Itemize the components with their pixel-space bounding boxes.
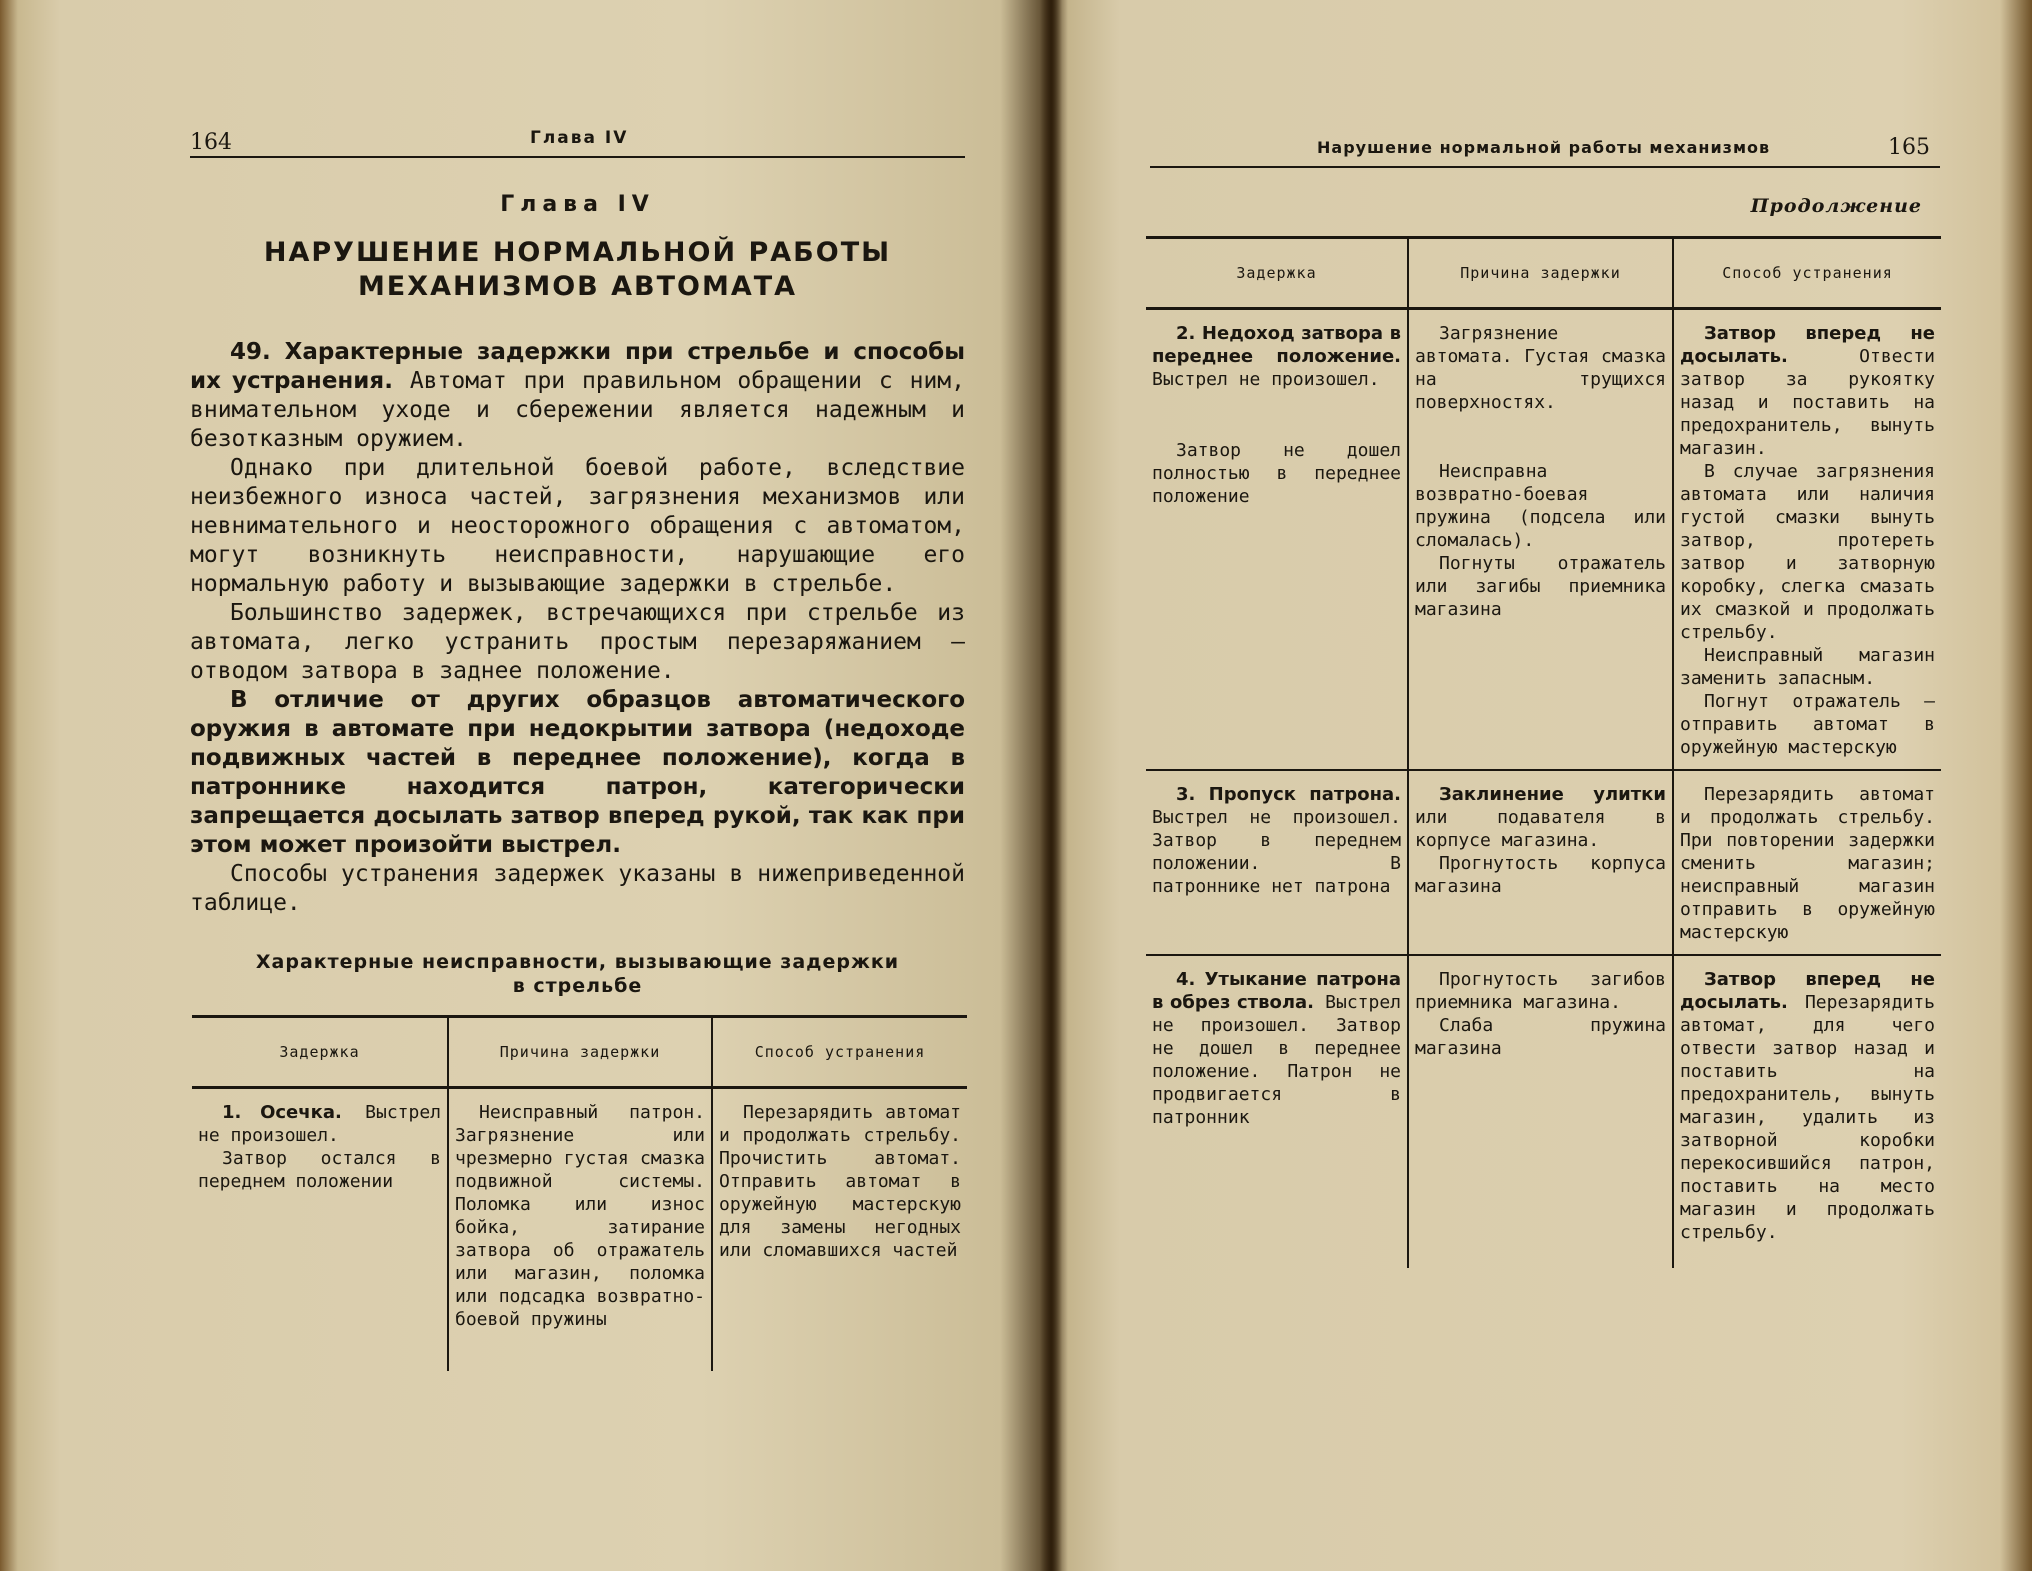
delay-3-name: 3. Пропуск патрона. — [1176, 784, 1401, 805]
cell-delay-1 — [192, 1088, 448, 1372]
header-remedy: Способ устранения — [712, 1017, 967, 1088]
delay-1-name: 1. Осечка. — [222, 1102, 342, 1123]
remedy-3-text: Перезарядить автомат и продолжать стрельбу. При повторении задержки сменить магазин; неисправный магазин отправить в оружейную мастерскую — [1680, 784, 1935, 943]
table-row — [192, 1088, 967, 1372]
cell-cause-3 — [1408, 770, 1673, 955]
page-number-left: 164 — [190, 130, 232, 155]
chapter-title-line-1: НАРУШЕНИЕ НОРМАЛЬНОЙ РАБОТЫ — [263, 237, 892, 268]
chapter-label: Глава IV — [500, 192, 655, 217]
cell-delay-4 — [1146, 955, 1408, 1268]
header-rule-right — [1150, 166, 1940, 168]
table-header-row — [1146, 238, 1941, 309]
page-number-right: 165 — [1888, 135, 1930, 160]
header-remedy: Способ устранения — [1673, 238, 1941, 309]
remedy-2-text-d: Погнут отражатель — отправить автомат в оружейную мастерскую — [1680, 691, 1935, 758]
remedy-4-bold: Затвор вперед не досылать. — [1680, 969, 1935, 1013]
delay-2-name: 2. Недоход затвора в переднее положение. — [1152, 323, 1401, 367]
cell-cause-4 — [1408, 955, 1673, 1268]
delay-4-text-a: Выстрел не произошел. Затвор не дошел в переднее положение. Патрон не продвигается в патронник — [1152, 992, 1401, 1128]
paragraph-1: Автомат при правильном обращении с ним, внимательном уходе и сбережении является надежным и безотказным оружием. — [190, 368, 965, 452]
delay-3-text-a: Выстрел не произошел. Затвор в переднем положении. В патроннике нет патрона — [1152, 807, 1401, 897]
cell-remedy-2 — [1673, 309, 1941, 771]
remedy-2-text-c: Неисправный магазин заменить запасным. — [1680, 645, 1935, 689]
header-rule-left — [190, 156, 965, 158]
header-cause: Причина задержки — [1408, 238, 1673, 309]
cause-4-text-b: Слаба пружина магазина — [1415, 1015, 1666, 1059]
cell-delay-3 — [1146, 770, 1408, 955]
header-delay: Задержка — [1146, 238, 1408, 309]
header-cause: Причина задержки — [448, 1017, 712, 1088]
cell-cause-1 — [448, 1088, 712, 1372]
cell-remedy-1 — [712, 1088, 967, 1372]
table-row — [1146, 770, 1941, 955]
paragraph-5: Способы устранения задержек указаны в нижеприведенной таблице. — [190, 861, 965, 916]
header-delay: Задержка — [192, 1017, 448, 1088]
table-caption-line-2: в стрельбе — [512, 975, 643, 997]
remedy-2-text-a: Отвести затвор за рукоятку назад и поставить на предохранитель, вынуть магазин. — [1680, 346, 1935, 459]
cause-3-bold: Заклинение улитки — [1439, 784, 1666, 805]
remedy-4-text-a: Перезарядить автомат, для чего отвести затвор назад и поставить на предохранитель, вынуть магазин, удалить из затворной коробки перекосившийся патрон, поставить на место магазин и продолжать стрельбу. — [1680, 992, 1935, 1243]
cell-remedy-3 — [1673, 770, 1941, 955]
running-head-left: Глава IV — [530, 128, 629, 148]
delay-1-text-a: Выстрел не произошел. — [198, 1102, 441, 1146]
chapter-title-line-2: МЕХАНИЗМОВ АВТОМАТА — [357, 271, 798, 302]
table-caption-line-1: Характерные неисправности, вызывающие задержки — [255, 951, 900, 973]
delay-2-text-b: Затвор не дошел полностью в переднее положение — [1152, 440, 1401, 507]
cause-2-text-a: Загрязнение автомата. Густая смазка на трущихся поверхностях. — [1415, 323, 1666, 413]
right-page — [1062, 0, 2032, 1571]
continued-label: Продолжение — [1750, 195, 1922, 217]
cause-2-text-c: Погнуты отражатель или загибы приемника магазина — [1415, 553, 1666, 620]
table-row — [1146, 955, 1941, 1268]
delays-table-left — [192, 1015, 967, 1371]
cause-1-text: Неисправный патрон. Загрязнение или чрезмерно густая смазка подвижной системы. Поломка или износ бойка, затирание затвора об отражатель или магазин, поломка или подсадка возвратно-боевой пружины — [455, 1102, 705, 1330]
running-head-right: Нарушение нормальной работы механизмов — [1317, 138, 1771, 157]
chapter-title — [190, 236, 965, 304]
delay-1-text-b: Затвор остался в переднем положении — [198, 1148, 441, 1192]
table-caption — [190, 950, 965, 998]
table-row — [1146, 309, 1941, 771]
cell-cause-2 — [1408, 309, 1673, 771]
cause-4-text-a: Прогнутость загибов приемника магазина. — [1415, 969, 1666, 1013]
delay-4-name: 4. Утыкание патрона в обрез ствола. — [1152, 969, 1401, 1013]
cell-remedy-4 — [1673, 955, 1941, 1268]
paragraph-4-warning: В отличие от других образцов автоматического оружия в автомате при недокрытии затвора (недоходе подвижных частей в переднее положение), когда в патроннике находится патрон, категорически запрещается досылать затвор вперед рукой, так как при этом может произойти выстрел. — [190, 687, 965, 858]
book-gutter — [1040, 0, 1062, 1571]
cause-3-text-a: или подавателя в корпусе магазина. — [1415, 807, 1666, 851]
cause-3-text-b: Прогнутость корпуса магазина — [1415, 853, 1666, 897]
delay-2-text-a: Выстрел не произошел. — [1152, 369, 1380, 390]
cell-delay-2 — [1146, 309, 1408, 771]
cause-2-text-b: Неисправна возвратно-боевая пружина (подсела или сломалась). — [1415, 461, 1666, 551]
table-header-row — [192, 1017, 967, 1088]
paragraph-3: Большинство задержек, встречающихся при стрельбе из автомата, легко устранить простым перезаряжанием — отводом затвора в заднее положение. — [190, 600, 965, 684]
remedy-2-bold: Затвор вперед не досылать. — [1680, 323, 1935, 367]
section-49-intro — [190, 338, 965, 918]
paragraph-2: Однако при длительной боевой работе, вследствие неизбежного износа частей, загрязнения механизмов или невнимательного и неосторожного обращения с автоматом, могут возникнуть неисправности, нарушающие его нормальную работу и вызывающие задержки в стрельбе. — [190, 455, 965, 597]
delays-table-right — [1146, 236, 1941, 1268]
section-heading: 49. Характерные задержки при стрельбе и способы их устранения. — [190, 339, 965, 394]
remedy-2-text-b: В случае загрязнения автомата или наличия густой смазки вынуть затвор, протереть затвор и затворную коробку, слегка смазать их смазкой и продолжать стрельбу. — [1680, 461, 1935, 643]
remedy-1-text: Перезарядить автомат и продолжать стрельбу. Прочистить автомат. Отправить автомат в оружейную мастерскую для замены негодных или сломавшихся частей — [719, 1102, 961, 1261]
